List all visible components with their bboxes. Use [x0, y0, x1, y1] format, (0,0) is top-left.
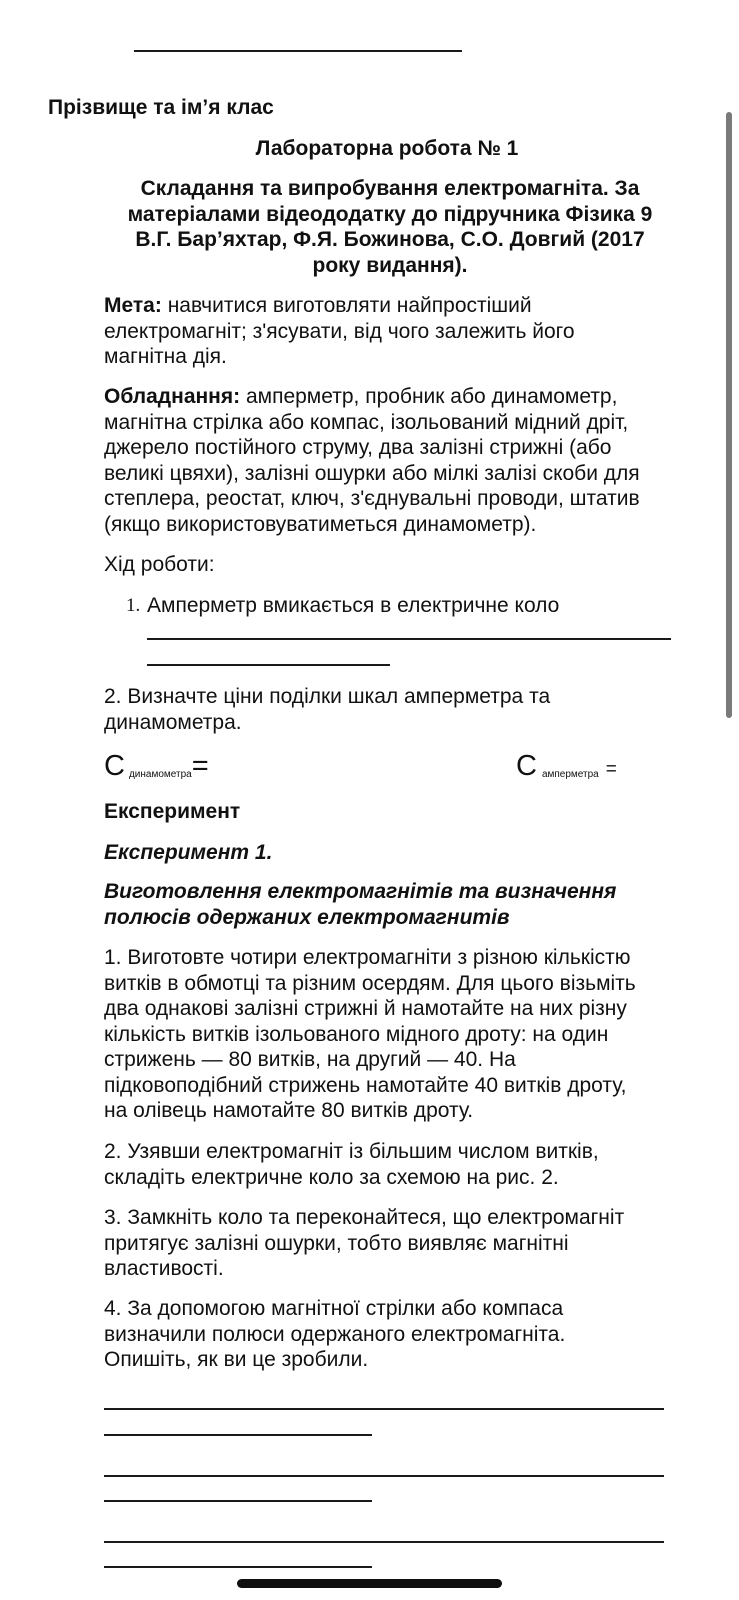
c-dynamometer: [104, 750, 209, 782]
answer-line: [147, 638, 671, 640]
equipment-line: джерело постійного струму, два залізні стрижні (або: [104, 436, 612, 459]
name-class-label: Прізвище та ім’я клас: [48, 96, 274, 119]
item-line: кількість витків ізольованого мідного дроту: на один: [104, 1022, 609, 1046]
answer-line: [104, 1408, 664, 1410]
goal-line: навчитися виготовляти найпростіший: [161, 294, 532, 317]
step1-text: Амперметр вмикається в електричне коло: [147, 594, 560, 617]
equipment-line: великі цвяхи), залізні ошурки або мілкі залізі скоби для: [104, 461, 640, 485]
c-ammeter: [516, 750, 617, 782]
experiment1-subtitle-line: полюсів одержаних електромагнитів: [104, 905, 510, 929]
item-line: витків в обмотці та різним осердям. Для цього візьміть: [104, 971, 636, 995]
experiment-item-4: [104, 1296, 724, 1373]
lab-subtitle-line: В.Г. Бар’яхтар, Ф.Я. Божинова, С.О. Довгий (2017: [135, 228, 645, 251]
scrollbar-thumb[interactable]: [726, 112, 732, 718]
goal-paragraph: [104, 293, 714, 370]
item-line: притягує залізні ошурки, тобто виявляє магнітні: [104, 1231, 569, 1255]
equipment-line: (якщо використовуватиметься динамометр).: [104, 512, 537, 536]
answer-line: [104, 1434, 372, 1436]
lab-title: Лабораторна робота № 1: [255, 137, 519, 160]
c-dynamometer-letter: С: [104, 750, 125, 782]
equipment-label: Обладнання:: [104, 385, 241, 408]
experiment1-subtitle: [104, 879, 724, 930]
lab-subtitle-line: Складання та випробування електромагніта. За: [140, 177, 640, 200]
step2-line: динамометра.: [104, 710, 242, 734]
equipment-line: степлера, реостат, ключ, з'єднувальні проводи, штатив: [104, 487, 640, 510]
lab-subtitle-line: матеріалами відеододатку до підручника Фізика 9: [127, 202, 653, 226]
procedure-heading: Хід роботи:: [104, 553, 215, 576]
item-line: 2. Узявши електромагніт із більшим числом витків,: [104, 1140, 599, 1163]
experiment1-subtitle-line: Виготовлення електромагнітів та визначення: [104, 880, 617, 903]
step1-number: 1.: [126, 595, 141, 616]
answer-line: [104, 1566, 372, 1568]
experiment-heading: Експеримент: [104, 800, 241, 823]
experiment-item-2: [104, 1139, 724, 1190]
goal-label: Мета:: [104, 294, 162, 317]
home-indicator[interactable]: [237, 1579, 502, 1588]
item-line: підковоподібний стрижень намотайте 40 витків дроту,: [104, 1073, 627, 1097]
item-line: 4. За допомогою магнітної стрілки або компаса: [104, 1297, 564, 1320]
lab-subtitle-line: року видання).: [312, 253, 468, 277]
equipment-line: амперметр, пробник або динамометр,: [240, 385, 618, 408]
goal-line: електромагніт; з'ясувати, від чого залежить його: [104, 319, 575, 343]
c-ammeter-equals: =: [605, 759, 617, 780]
step2-paragraph: [104, 684, 704, 735]
answer-line: [104, 1500, 372, 1502]
equipment-paragraph: [104, 384, 724, 537]
experiment-item-1: [104, 945, 724, 1124]
equipment-line: магнітна стрілка або компас, ізольований мідний дріт,: [104, 410, 629, 434]
c-ammeter-subscript: амперметра: [541, 769, 599, 780]
step2-line: 2. Визначте ціни поділки шкал амперметра та: [104, 685, 551, 708]
item-line: 1. Виготовте чотири електромагніти з різною кількістю: [104, 946, 631, 969]
lab-subtitle: [80, 176, 700, 278]
experiment-item-3: [104, 1205, 724, 1282]
c-dynamometer-subscript: динамометра: [128, 769, 192, 780]
item-line: стрижень — 80 витків, на другий — 40. На: [104, 1048, 516, 1071]
goal-line: магнітна дія.: [104, 345, 227, 368]
item-line: 3. Замкніть коло та переконайтеся, що електромагніт: [104, 1206, 625, 1229]
item-line: визначили полюси одержаного електромагніта.: [104, 1322, 566, 1346]
item-line: два однакові залізні стрижні й намотайте на них різну: [104, 997, 627, 1020]
item-line: Опишіть, як ви це зробили.: [104, 1348, 369, 1371]
item-line: складіть електричне коло за схемою на рис. 2.: [104, 1165, 559, 1189]
answer-line: [104, 1541, 664, 1543]
c-ammeter-letter: С: [516, 750, 537, 782]
experiment1-title: Експеримент 1.: [104, 841, 273, 864]
item-line: на олівець намотайте 80 витків дроту.: [104, 1099, 474, 1122]
top-blank-line: [134, 50, 462, 52]
c-dynamometer-equals: =: [191, 750, 209, 782]
answer-line: [104, 1475, 664, 1477]
answer-line: [147, 664, 390, 666]
item-line: властивості.: [104, 1257, 224, 1280]
